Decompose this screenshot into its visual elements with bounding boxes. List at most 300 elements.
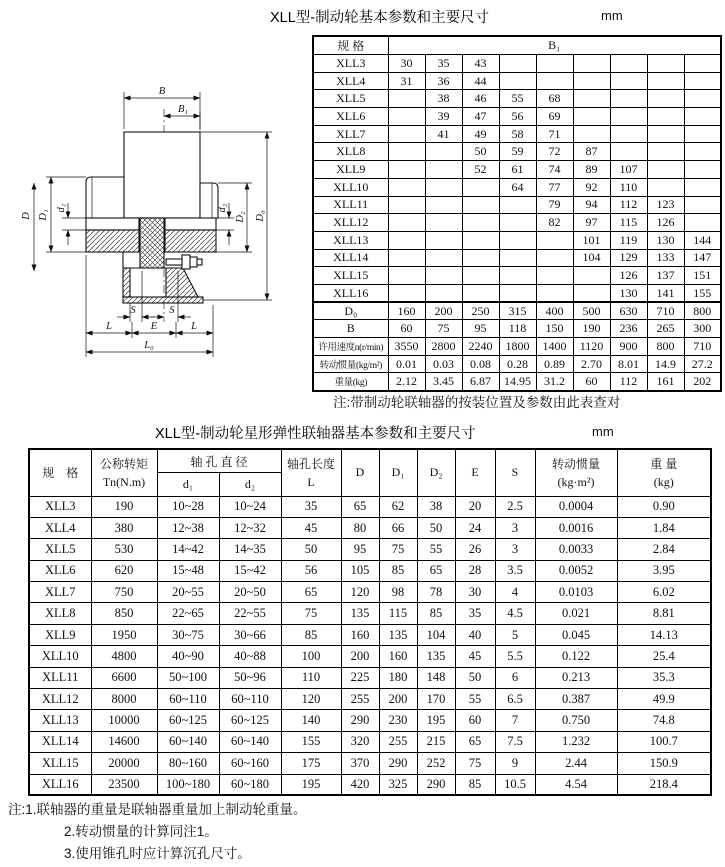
spec-cell: XLL6 xyxy=(29,560,91,581)
table-row xyxy=(313,178,721,196)
value-cell xyxy=(388,249,425,267)
value-cell: 0.750 xyxy=(535,710,617,731)
value-cell xyxy=(647,178,684,196)
value-cell: 3550 xyxy=(388,338,425,356)
value-cell: 1400 xyxy=(536,338,573,356)
value-cell: 112 xyxy=(610,373,647,391)
t1-header-b1: B₁ xyxy=(388,36,721,55)
value-cell: 60~125 xyxy=(157,710,219,731)
value-cell: 75 xyxy=(425,320,462,338)
value-cell xyxy=(462,284,499,302)
table-row xyxy=(29,646,711,667)
bore-len-line1: 轴孔长度 xyxy=(287,456,336,471)
value-cell xyxy=(573,284,610,302)
weight-line1: 重 量 xyxy=(650,456,678,471)
footnote-1: 注:1.联轴器的重量是联轴器重量加上制动轮重量。 xyxy=(8,802,307,817)
value-cell: 0.045 xyxy=(535,624,617,645)
right-flange xyxy=(200,183,218,218)
value-cell: 160 xyxy=(379,646,417,667)
value-cell xyxy=(425,231,462,249)
bore-len-line2: L xyxy=(307,474,315,489)
value-cell: 20~50 xyxy=(219,582,281,603)
value-cell: 6.02 xyxy=(617,582,711,603)
value-cell: 12~32 xyxy=(219,517,281,538)
value-cell: 0.021 xyxy=(535,603,617,624)
value-cell: 41 xyxy=(425,125,462,143)
value-cell: 9 xyxy=(495,753,535,774)
value-cell: 105 xyxy=(341,560,379,581)
value-cell: 62 xyxy=(379,496,417,517)
value-cell: 2.70 xyxy=(573,355,610,373)
value-cell xyxy=(684,90,721,108)
value-cell: 15~48 xyxy=(157,560,219,581)
value-cell: 44 xyxy=(462,72,499,90)
table-row xyxy=(313,231,721,249)
value-cell: 31.2 xyxy=(536,373,573,391)
value-cell: 115 xyxy=(379,603,417,624)
value-cell: 290 xyxy=(417,774,455,795)
value-cell: 620 xyxy=(91,560,157,581)
brake-drum xyxy=(124,132,200,218)
value-cell: 135 xyxy=(417,646,455,667)
value-cell xyxy=(499,284,536,302)
value-cell: 133 xyxy=(647,249,684,267)
table-row xyxy=(29,753,711,774)
value-cell: 7.5 xyxy=(495,731,535,752)
value-cell: 147 xyxy=(684,249,721,267)
value-cell: 64 xyxy=(499,178,536,196)
value-cell: 104 xyxy=(573,249,610,267)
dim-label-L0: L₀ xyxy=(144,340,154,351)
value-cell: 60 xyxy=(573,373,610,391)
value-cell: 95 xyxy=(462,320,499,338)
value-cell: 35 xyxy=(281,496,341,517)
value-cell: 52 xyxy=(462,161,499,179)
value-cell: 24 xyxy=(455,517,495,538)
table2-unit-label: mm xyxy=(592,424,614,439)
value-cell: 0.0033 xyxy=(535,539,617,560)
spec-cell: XLL13 xyxy=(29,710,91,731)
value-cell: 60~110 xyxy=(157,689,219,710)
value-cell: 255 xyxy=(341,689,379,710)
value-cell: 380 xyxy=(91,517,157,538)
value-cell xyxy=(610,143,647,161)
table-row xyxy=(313,373,721,391)
t2-header-weight xyxy=(617,449,711,496)
value-cell: 120 xyxy=(281,689,341,710)
spec-cell: XLL11 xyxy=(313,196,388,214)
value-cell xyxy=(425,161,462,179)
value-cell: 5.5 xyxy=(495,646,535,667)
value-cell: 6.5 xyxy=(495,689,535,710)
table-row xyxy=(313,284,721,302)
value-cell: 60~140 xyxy=(157,731,219,752)
value-cell: 3.95 xyxy=(617,560,711,581)
coupling-table xyxy=(28,448,712,796)
value-cell: 65 xyxy=(417,560,455,581)
value-cell: 20000 xyxy=(91,753,157,774)
value-cell: 100.7 xyxy=(617,731,711,752)
value-cell: 370 xyxy=(341,753,379,774)
value-cell: 120 xyxy=(341,582,379,603)
value-cell: 35 xyxy=(455,603,495,624)
value-cell: 110 xyxy=(610,178,647,196)
value-cell: 137 xyxy=(647,267,684,285)
value-cell xyxy=(499,231,536,249)
value-cell xyxy=(462,267,499,285)
spec-cell: XLL9 xyxy=(313,161,388,179)
t2-header-inertia xyxy=(535,449,617,496)
value-cell: 23500 xyxy=(91,774,157,795)
value-cell: 94 xyxy=(573,196,610,214)
value-cell: 36 xyxy=(425,72,462,90)
value-cell: 4.5 xyxy=(495,603,535,624)
value-cell xyxy=(388,214,425,232)
value-cell xyxy=(684,125,721,143)
value-cell: 69 xyxy=(536,108,573,126)
value-cell: 0.01 xyxy=(388,355,425,373)
value-cell: 250 xyxy=(462,302,499,320)
value-cell: 56 xyxy=(499,108,536,126)
spec-cell: XLL12 xyxy=(313,214,388,232)
value-cell: 60~140 xyxy=(219,731,281,752)
value-cell: 104 xyxy=(417,624,455,645)
table-row xyxy=(313,196,721,214)
dim-label-L-left: L xyxy=(106,321,112,332)
table-header-row xyxy=(313,36,721,55)
value-cell: 151 xyxy=(684,267,721,285)
spec-cell: XLL4 xyxy=(313,72,388,90)
value-cell: 6 xyxy=(495,667,535,688)
row-label-cell: D₀ xyxy=(313,302,388,320)
table1-title: XLL型-制动轮基本参数和主要尺寸 xyxy=(270,10,490,26)
value-cell: 26 xyxy=(455,539,495,560)
value-cell xyxy=(499,267,536,285)
value-cell xyxy=(610,125,647,143)
value-cell: 14.9 xyxy=(647,355,684,373)
value-cell: 58 xyxy=(499,125,536,143)
value-cell xyxy=(684,143,721,161)
value-cell: 80~160 xyxy=(157,753,219,774)
weight-line2: (kg) xyxy=(653,474,674,489)
value-cell: 710 xyxy=(684,338,721,356)
spec-cell: XLL16 xyxy=(313,284,388,302)
value-cell: 14~35 xyxy=(219,539,281,560)
value-cell xyxy=(388,267,425,285)
value-cell: 50 xyxy=(281,539,341,560)
value-cell: 252 xyxy=(417,753,455,774)
dim-label-D: D xyxy=(21,212,32,220)
value-cell: 148 xyxy=(417,667,455,688)
value-cell xyxy=(499,196,536,214)
value-cell: 255 xyxy=(379,731,417,752)
value-cell: 40~90 xyxy=(157,646,219,667)
value-cell xyxy=(388,284,425,302)
value-cell: 4800 xyxy=(91,646,157,667)
value-cell: 30~66 xyxy=(219,624,281,645)
value-cell: 2.5 xyxy=(495,496,535,517)
table-header-row xyxy=(29,449,711,473)
value-cell xyxy=(388,108,425,126)
dim-label-d1: d₁ xyxy=(56,203,67,213)
value-cell: 129 xyxy=(610,249,647,267)
value-cell xyxy=(462,249,499,267)
table-row xyxy=(313,72,721,90)
value-cell: 200 xyxy=(425,302,462,320)
value-cell: 10.5 xyxy=(495,774,535,795)
hub-section-right xyxy=(165,230,216,252)
value-cell xyxy=(573,125,610,143)
value-cell: 40~88 xyxy=(219,646,281,667)
value-cell: 175 xyxy=(281,753,341,774)
table-row xyxy=(29,689,711,710)
value-cell: 150 xyxy=(536,320,573,338)
value-cell: 72 xyxy=(536,143,573,161)
value-cell: 59 xyxy=(499,143,536,161)
value-cell: 0.0103 xyxy=(535,582,617,603)
value-cell xyxy=(536,55,573,73)
dim-label-B1: B₁ xyxy=(177,104,189,115)
value-cell: 3 xyxy=(495,517,535,538)
value-cell xyxy=(573,267,610,285)
value-cell: 0.0004 xyxy=(535,496,617,517)
value-cell: 218.4 xyxy=(617,774,711,795)
table-row xyxy=(313,267,721,285)
value-cell: 160 xyxy=(388,302,425,320)
value-cell: 126 xyxy=(647,214,684,232)
value-cell: 150.9 xyxy=(617,753,711,774)
value-cell: 35 xyxy=(425,55,462,73)
value-cell: 85 xyxy=(281,624,341,645)
spec-cell: XLL6 xyxy=(313,108,388,126)
value-cell xyxy=(573,90,610,108)
value-cell: 195 xyxy=(417,710,455,731)
table-row xyxy=(29,496,711,517)
value-cell: 30 xyxy=(388,55,425,73)
value-cell: 40 xyxy=(455,624,495,645)
value-cell: 50 xyxy=(417,517,455,538)
value-cell: 118 xyxy=(499,320,536,338)
value-cell: 0.89 xyxy=(536,355,573,373)
row-label-cell: 许用速度n(r/min) xyxy=(313,338,388,356)
value-cell: 77 xyxy=(536,178,573,196)
value-cell xyxy=(684,214,721,232)
value-cell: 0.213 xyxy=(535,667,617,688)
value-cell: 60 xyxy=(388,320,425,338)
dim-label-D0: D₀ xyxy=(255,210,266,222)
dim-label-E: E xyxy=(150,321,158,332)
value-cell: 0.387 xyxy=(535,689,617,710)
value-cell: 0.0052 xyxy=(535,560,617,581)
value-cell: 126 xyxy=(610,267,647,285)
torque-line2: Tn(N.m) xyxy=(102,474,146,489)
value-cell: 10~24 xyxy=(219,496,281,517)
value-cell: 22~55 xyxy=(219,603,281,624)
table-row xyxy=(313,302,721,320)
brake-table-body xyxy=(313,55,721,391)
value-cell: 0.122 xyxy=(535,646,617,667)
value-cell: 160 xyxy=(341,624,379,645)
value-cell: 50~100 xyxy=(157,667,219,688)
value-cell: 3.45 xyxy=(425,373,462,391)
value-cell: 119 xyxy=(610,231,647,249)
table-row xyxy=(313,161,721,179)
footnote-3: 3.使用锥孔时应计算沉孔尺寸。 xyxy=(64,846,251,861)
value-cell: 290 xyxy=(341,710,379,731)
value-cell: 78 xyxy=(417,582,455,603)
value-cell: 14.13 xyxy=(617,624,711,645)
value-cell: 420 xyxy=(341,774,379,795)
value-cell xyxy=(425,249,462,267)
value-cell: 45 xyxy=(281,517,341,538)
table1-note: 注:带制动轮联轴器的按装位置及参数由此表查对 xyxy=(333,395,621,410)
table-row xyxy=(29,667,711,688)
value-cell: 8000 xyxy=(91,689,157,710)
table-row xyxy=(29,710,711,731)
value-cell: 68 xyxy=(536,90,573,108)
value-cell: 20 xyxy=(455,496,495,517)
value-cell: 87 xyxy=(573,143,610,161)
spec-cell: XLL12 xyxy=(29,689,91,710)
t2-header-spec: 规 格 xyxy=(29,449,91,496)
value-cell: 79 xyxy=(536,196,573,214)
value-cell xyxy=(388,196,425,214)
value-cell: 61 xyxy=(499,161,536,179)
spec-cell: XLL5 xyxy=(29,539,91,560)
coupling-cross-section-drawing xyxy=(20,75,310,405)
value-cell xyxy=(425,196,462,214)
value-cell: 500 xyxy=(573,302,610,320)
value-cell xyxy=(388,161,425,179)
value-cell: 155 xyxy=(684,284,721,302)
value-cell: 400 xyxy=(536,302,573,320)
value-cell: 95 xyxy=(341,539,379,560)
value-cell xyxy=(536,267,573,285)
value-cell: 750 xyxy=(91,582,157,603)
value-cell: 75 xyxy=(455,753,495,774)
value-cell: 200 xyxy=(379,689,417,710)
value-cell: 50 xyxy=(455,667,495,688)
value-cell xyxy=(388,143,425,161)
value-cell: 22~65 xyxy=(157,603,219,624)
value-cell xyxy=(499,72,536,90)
value-cell: 141 xyxy=(647,284,684,302)
value-cell: 1.84 xyxy=(617,517,711,538)
value-cell: 112 xyxy=(610,196,647,214)
spec-cell: XLL4 xyxy=(29,517,91,538)
value-cell: 170 xyxy=(417,689,455,710)
table-row xyxy=(29,774,711,795)
elastic-spider xyxy=(140,218,164,268)
value-cell xyxy=(462,231,499,249)
value-cell xyxy=(462,214,499,232)
value-cell: 49.9 xyxy=(617,689,711,710)
value-cell: 38 xyxy=(425,90,462,108)
value-cell: 12~38 xyxy=(157,517,219,538)
row-label-cell: 重量(kg) xyxy=(313,373,388,391)
table2-title: XLL型-制动轮星形弹性联轴器基本参数和主要尺寸 xyxy=(155,426,476,442)
value-cell: 202 xyxy=(684,373,721,391)
value-cell: 1950 xyxy=(91,624,157,645)
table-row xyxy=(29,582,711,603)
value-cell: 85 xyxy=(379,560,417,581)
value-cell: 6.87 xyxy=(462,373,499,391)
value-cell xyxy=(573,55,610,73)
row-label-cell: B xyxy=(313,320,388,338)
value-cell xyxy=(610,72,647,90)
table-row xyxy=(313,320,721,338)
table-row xyxy=(313,214,721,232)
value-cell: 230 xyxy=(379,710,417,731)
value-cell xyxy=(647,90,684,108)
spec-cell: XLL15 xyxy=(29,753,91,774)
value-cell: 130 xyxy=(647,231,684,249)
spec-cell: XLL15 xyxy=(313,267,388,285)
value-cell: 3.5 xyxy=(495,560,535,581)
value-cell: 3 xyxy=(495,539,535,560)
value-cell: 55 xyxy=(417,539,455,560)
value-cell xyxy=(684,178,721,196)
value-cell: 110 xyxy=(281,667,341,688)
table-row xyxy=(29,603,711,624)
value-cell: 290 xyxy=(379,753,417,774)
value-cell: 100~180 xyxy=(157,774,219,795)
t2-header-torque xyxy=(91,449,157,496)
rim-web xyxy=(166,268,198,297)
spec-cell: XLL3 xyxy=(313,55,388,73)
value-cell xyxy=(425,143,462,161)
value-cell: 15~42 xyxy=(219,560,281,581)
spec-cell: XLL8 xyxy=(29,603,91,624)
value-cell: 7 xyxy=(495,710,535,731)
table-row xyxy=(29,517,711,538)
value-cell: 200 xyxy=(341,646,379,667)
value-cell: 225 xyxy=(341,667,379,688)
value-cell: 92 xyxy=(573,178,610,196)
t2-header-S: S xyxy=(495,449,535,496)
value-cell: 100 xyxy=(281,646,341,667)
value-cell: 60~160 xyxy=(219,753,281,774)
value-cell: 215 xyxy=(417,731,455,752)
inertia-line1: 转动惯量 xyxy=(552,456,601,471)
table-row xyxy=(313,355,721,373)
value-cell: 27.2 xyxy=(684,355,721,373)
value-cell: 0.28 xyxy=(499,355,536,373)
value-cell: 236 xyxy=(610,320,647,338)
dim-label-S-left: S xyxy=(130,305,136,316)
t2-header-D2: D₂ xyxy=(417,449,455,496)
value-cell: 123 xyxy=(647,196,684,214)
value-cell: 144 xyxy=(684,231,721,249)
value-cell: 60~125 xyxy=(219,710,281,731)
value-cell: 265 xyxy=(647,320,684,338)
spec-cell: XLL9 xyxy=(29,624,91,645)
value-cell: 0.03 xyxy=(425,355,462,373)
spec-cell: XLL5 xyxy=(313,90,388,108)
value-cell xyxy=(462,196,499,214)
spec-cell: XLL7 xyxy=(29,582,91,603)
spec-cell: XLL13 xyxy=(313,231,388,249)
row-label-cell: 转动惯量(kg/m²) xyxy=(313,355,388,373)
value-cell: 0.08 xyxy=(462,355,499,373)
value-cell: 107 xyxy=(610,161,647,179)
table-row xyxy=(313,143,721,161)
value-cell: 55 xyxy=(455,689,495,710)
value-cell xyxy=(388,90,425,108)
value-cell: 30~75 xyxy=(157,624,219,645)
value-cell xyxy=(499,55,536,73)
value-cell: 65 xyxy=(455,731,495,752)
